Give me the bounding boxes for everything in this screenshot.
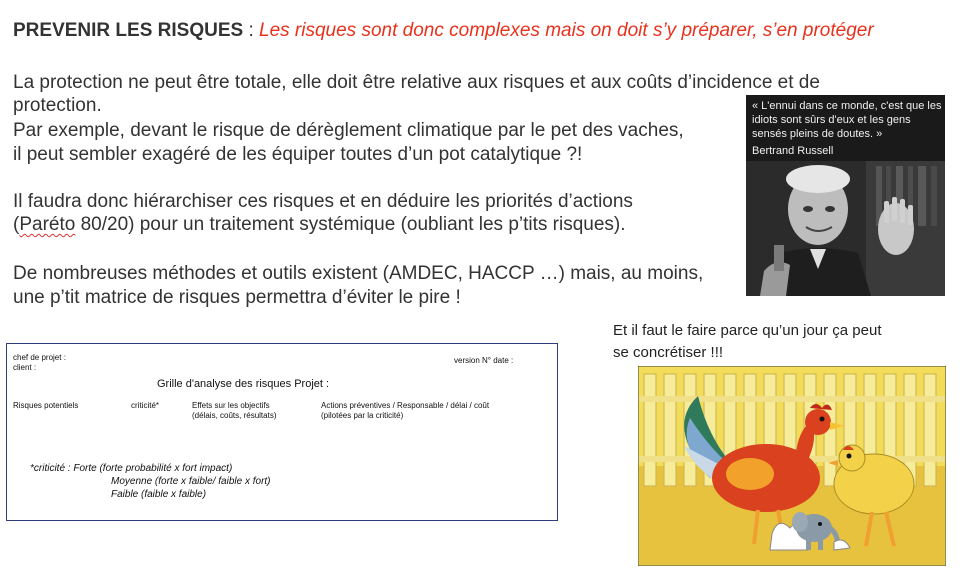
caption-line-2: se concrétiser !!! <box>613 344 724 361</box>
paragraph-3-line-2 <box>13 213 626 236</box>
grid-col-actions-2: (pilotées par la criticité) <box>321 411 404 420</box>
paragraph-1-line-2: protection. <box>13 95 102 116</box>
grid-note-3: Faible (faible x faible) <box>111 489 207 500</box>
grid-col-risks: Risques potentiels <box>13 401 79 410</box>
title-subtitle: Les risques sont donc complexes mais on doit s’y préparer, s’en protéger <box>259 20 874 41</box>
grid-client: client : <box>13 363 37 372</box>
title-bold: PREVENIR LES RISQUES <box>13 20 244 41</box>
grid-note-1: *criticité : Forte (forte probabilité x fort impact) <box>30 463 233 474</box>
cartoon-caption <box>613 320 882 364</box>
quote-text: « L'ennui dans ce monde, c'est que les idiots sont sûrs d'eux et les gens sensés pleins de doutes. » <box>752 100 942 140</box>
paragraph-3-rest: 80/20) pour un traitement systémique (oubliant les p’tits risques). <box>75 214 626 235</box>
paren-open: ( <box>13 214 20 235</box>
grid-note-2: Moyenne (forte x faible/ faible x fort) <box>111 476 271 487</box>
paragraph-1-line-1: La protection ne peut être totale, elle doit être relative aux risques et aux coûts d’incidence et de <box>13 72 820 93</box>
risk-analysis-grid <box>6 343 558 521</box>
grid-col-criticite: criticité* <box>131 401 160 410</box>
paragraph-4-line-2: une p’tit matrice de risques permettra d’éviter le pire ! <box>13 287 461 308</box>
grid-chef: chef de projet : <box>13 353 66 362</box>
grid-col-effets-2: (délais, coûts, résultats) <box>192 411 277 420</box>
paragraph-2-line-2: il peut sembler exagéré de les équiper toutes d’un pot catalytique ?! <box>13 144 583 165</box>
paragraph-4-line-1: De nombreuses méthodes et outils existent (AMDEC, HACCP …) mais, au moins, <box>13 263 704 284</box>
quote-card <box>746 95 945 296</box>
caption-line-1: Et il faut le faire parce qu’un jour ça peut <box>613 322 882 339</box>
grid-version: version N° date : <box>454 356 514 365</box>
paragraph-2-line-1: Par exemple, devant le risque de dérèglement climatique par le pet des vaches, <box>13 120 684 141</box>
grid-title: Grille d'analyse des risques Projet : <box>157 378 330 390</box>
rooster-cartoon-image <box>638 366 946 566</box>
quote-author: Bertrand Russell <box>752 145 834 157</box>
paragraph-3-line-1: Il faudra donc hiérarchiser ces risques et en déduire les priorités d’actions <box>13 191 633 212</box>
grid-col-actions-1: Actions préventives / Responsable / délai / coût <box>321 401 490 410</box>
page-title <box>13 20 874 42</box>
title-separator: : <box>243 20 260 41</box>
pareto-word: Paréto <box>19 214 76 235</box>
grid-col-effets-1: Effets sur les objectifs <box>192 401 270 410</box>
russell-portrait-image <box>746 161 945 296</box>
